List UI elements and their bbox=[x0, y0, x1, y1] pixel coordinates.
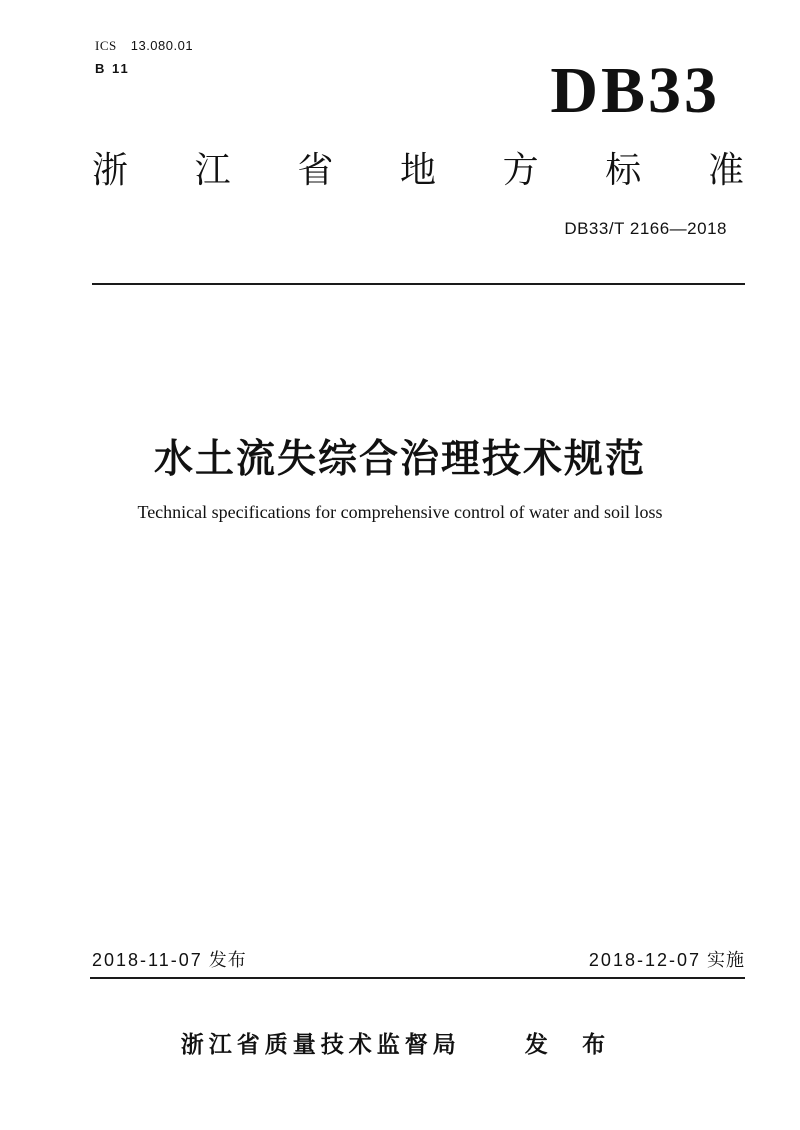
standard-name-char: 省 bbox=[297, 149, 334, 190]
standard-name-line bbox=[92, 150, 744, 190]
implement-date: 2018-12-07 bbox=[588, 950, 701, 970]
ics-line bbox=[95, 38, 193, 54]
publisher-name: 浙江省质量技术监督局 bbox=[180, 1031, 461, 1057]
standard-name-char: 浙 bbox=[92, 149, 129, 190]
issue-date-item bbox=[92, 950, 247, 972]
standard-name-char: 标 bbox=[605, 149, 642, 190]
ics-label: ICS bbox=[95, 38, 117, 53]
document-class-code: B 11 bbox=[95, 61, 130, 76]
standard-name-char: 方 bbox=[502, 149, 539, 190]
standard-name-char: 地 bbox=[399, 149, 436, 190]
standard-number: DB33/T 2166—2018 bbox=[564, 219, 727, 238]
db33-logo: DB33 bbox=[550, 54, 720, 127]
footer-divider-rule bbox=[90, 977, 745, 979]
header-divider-rule bbox=[92, 283, 745, 285]
implement-label: 实施 bbox=[707, 950, 745, 970]
standard-name-char: 江 bbox=[194, 149, 231, 190]
issue-date: 2018-11-07 bbox=[92, 950, 203, 970]
standard-name-char: 准 bbox=[707, 149, 744, 190]
date-row bbox=[92, 950, 745, 972]
implement-date-item bbox=[589, 950, 745, 972]
title-chinese: 水土流失综合治理技术规范 bbox=[153, 438, 646, 481]
publish-label: 发 布 bbox=[524, 1031, 620, 1057]
issue-label: 发布 bbox=[208, 950, 247, 970]
ics-code: 13.080.01 bbox=[130, 38, 194, 53]
title-english: Technical specifications for comprehensive control of water and soil loss bbox=[137, 502, 663, 522]
publisher-row bbox=[0, 1026, 800, 1059]
